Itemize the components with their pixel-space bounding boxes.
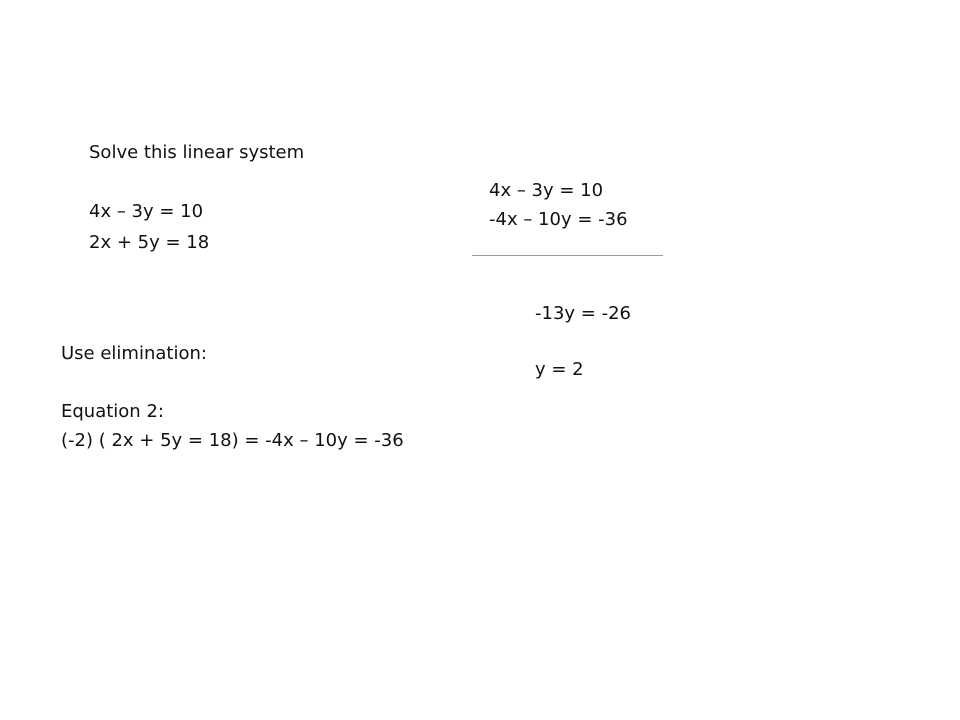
elimination-equation-2: -4x – 10y = -36 [489, 209, 628, 230]
y-result: y = 2 [535, 359, 584, 380]
method-label: Use elimination: [61, 343, 207, 364]
elimination-equation-1: 4x – 3y = 10 [489, 180, 604, 201]
multiplication-step: (-2) ( 2x + 5y = 18) = -4x – 10y = -36 [61, 430, 404, 451]
equation-2: 2x + 5y = 18 [89, 232, 210, 253]
sum-divider-line [472, 255, 663, 256]
elimination-sum: -13y = -26 [535, 303, 631, 324]
step-label: Equation 2: [61, 401, 164, 422]
equation-1: 4x – 3y = 10 [89, 201, 204, 222]
problem-heading: Solve this linear system [89, 142, 305, 163]
